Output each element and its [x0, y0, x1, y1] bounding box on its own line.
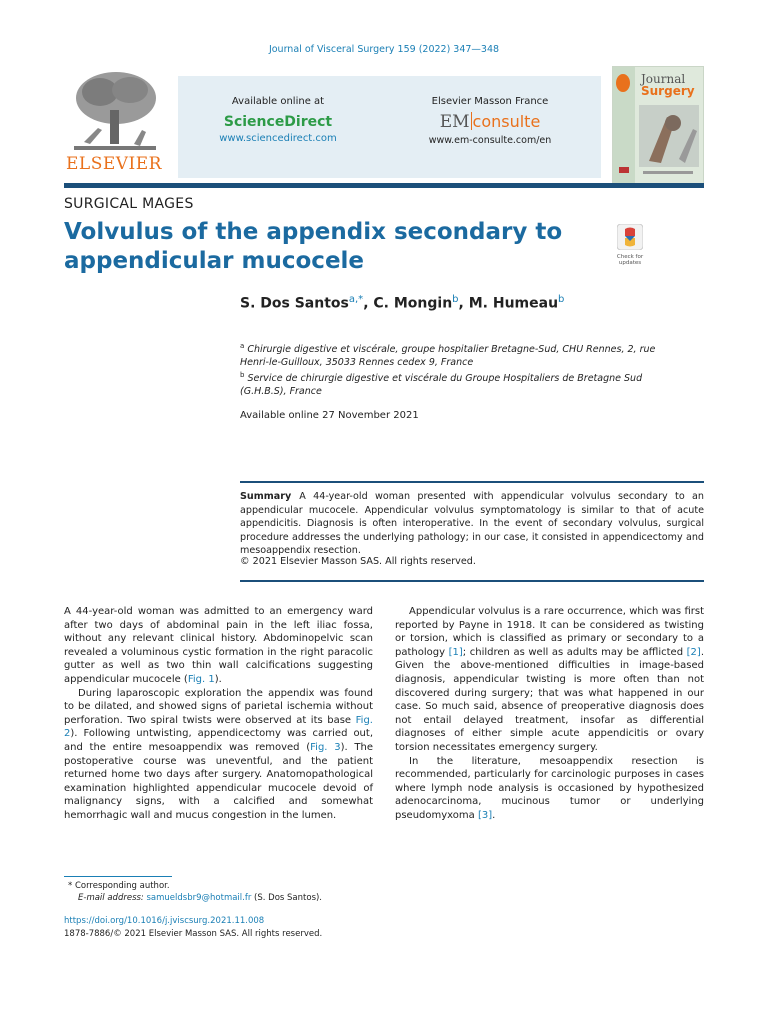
badge-text — [610, 254, 650, 266]
affil-mark: b — [240, 371, 245, 380]
figure-link[interactable]: Fig. 2 — [64, 714, 373, 740]
access-info-box — [178, 76, 601, 178]
summary-top-rule — [240, 481, 704, 483]
email-owner: (S. Dos Santos). — [254, 893, 323, 903]
citation-link[interactable]: [1] — [448, 646, 463, 658]
email-label: E-mail address: — [78, 893, 144, 903]
available-online-label: Available online at — [231, 96, 325, 107]
article-title: Volvulus of the appendix secondary to appendicular mucocele — [64, 219, 563, 274]
em-text: EM — [439, 112, 470, 132]
elsevier-masson-label: Elsevier Masson France — [431, 96, 549, 107]
paragraph — [395, 755, 704, 823]
doi-link[interactable]: https://doi.org/10.1016/j.jviscsurg.2021.11.008 — [64, 916, 265, 926]
consulte-text: consulte — [472, 112, 541, 131]
author-list: S. Dos Santos$^{a,*}$, C. Mongin$^b$, M. Humeau$^b$ — [240, 294, 565, 312]
affiliation-a — [240, 340, 680, 369]
summary-label: Summary — [240, 491, 292, 502]
elsevier-logo — [64, 66, 164, 178]
brand-divider — [471, 112, 472, 130]
text: . — [492, 809, 496, 821]
sciencedirect-link[interactable]: www.sciencedirect.com — [219, 133, 337, 144]
issn-copyright: 1878-7886/© 2021 Elsevier Masson SAS. All rights reserved. — [64, 929, 323, 939]
body-column-left — [64, 605, 373, 823]
sciencedirect-block — [178, 96, 378, 144]
emconsulte-link[interactable]: www.em-consulte.com/en — [428, 135, 552, 146]
affil-text: Service de chirurgie digestive et viscérale du Groupe Hospitaliers de Bretagne Sud (G.H.B.S), France — [240, 373, 643, 398]
header-divider — [64, 183, 704, 188]
affiliation-b — [240, 369, 680, 398]
crossmark-icon — [617, 224, 643, 250]
footnote-email-line — [68, 892, 322, 904]
available-online-date: Available online 27 November 2021 — [240, 410, 419, 421]
sciencedirect-brand[interactable]: ScienceDirect — [223, 114, 333, 130]
text: A 44-year-old woman was admitted to an emergency ward after two days of abdominal pain in the left iliac fossa, without any relevant clinical history. Abdominopelvic scan revealed a voluminous cystic formation in the right paracolic gutter as well as two thin wall calcifications suggesting appendicular mucocele ( — [64, 606, 373, 685]
figure-link[interactable]: Fig. 1 — [187, 673, 215, 685]
text: ). — [214, 673, 222, 685]
summary-text: A 44-year-old woman presented with appendicular volvulus secondary to an appendicular mucocele. Appendicular volvulus symptomatology is similar to that of acute appendicitis. Diagnosis is often interoperative. In the event of secondary volvulus, surgical procedure addresses the underlying pathology; in our case, it consisted in appendicectomy and mesoappendix resection. — [240, 491, 704, 556]
footnote-line — [68, 880, 322, 892]
publisher-banner — [64, 66, 704, 184]
footnote-rule — [64, 876, 172, 877]
author-name: S. Dos Santos — [240, 295, 349, 312]
paragraph — [64, 605, 373, 687]
journal-cover-thumbnail[interactable] — [612, 66, 704, 184]
citation-link[interactable]: [3] — [477, 809, 493, 821]
paragraph — [64, 687, 373, 823]
cover-title — [641, 73, 695, 97]
emconsulte-brand[interactable] — [390, 112, 590, 132]
journal-reference[interactable]: Journal of Visceral Surgery 159 (2022) 347—348 — [268, 44, 500, 55]
summary-abstract — [240, 490, 704, 558]
cover-title-line2: Surgery — [641, 84, 695, 98]
affiliations — [240, 340, 680, 398]
badge-text-line1: Check for — [616, 254, 644, 260]
section-label: SURGICAL MAGES — [64, 196, 194, 212]
affil-text: Chirurgie digestive et viscérale, groupe hospitalier Bretagne-Sud, CHU Rennes, 2, rue Henri-le-Guilloux, 35033 Rennes cedex 9, France — [240, 344, 656, 369]
check-for-updates-badge[interactable] — [610, 224, 650, 266]
author-affil-mark[interactable]: b — [452, 294, 459, 305]
author-name: C. Mongin — [373, 295, 453, 312]
affil-mark: a — [240, 342, 245, 350]
elsevier-wordmark: ELSEVIER — [66, 154, 162, 174]
cover-title-line1: Journal — [641, 72, 686, 86]
text: ; children as well as adults may be afflicted — [462, 646, 687, 658]
email-link[interactable]: samueldsbr9@hotmail.fr — [146, 893, 252, 903]
corresponding-footnote — [68, 880, 322, 904]
footnote-text: Corresponding author. — [74, 881, 170, 891]
badge-text-line2: updates — [618, 260, 642, 266]
text: . Given the above-mentioned difficulties in image-based diagnosis, appendicular twisting is more often than not discovered during surgery; that was what happened in our case. So much said, absence of preoperative diagnosis does not entail delayed treatment, insofar as differential diagnoses of either simple acute appendicitis or ovary torsion necessitates emergency surgery. — [395, 646, 704, 753]
figure-link[interactable]: Fig. 3 — [310, 741, 341, 753]
text: During laparoscopic exploration the appendix was found to be dilated, and showed signs of parietal ischemia without perforation. Two spiral twists were observed at its base — [64, 687, 373, 726]
text: In the literature, mesoappendix resection is recommended, particularly for carcinologic purposes in cases where lymph node analysis is occasioned by hypothesized adenocarcinoma, mucinous tumor or underlying pseudomyxoma — [395, 755, 704, 821]
text: ). The postoperative course was uneventful, and the patient returned home two days after surgery. Anatomopathological examination highlighted appendicular mucocele devoid of malignancy signs, with a calcified and somewhat hemorrhagic wall and mucus congestion in the lumen. — [64, 741, 373, 821]
text: ). Following untwisting, appendicectomy was carried out, and the entire mesoappendix was removed ( — [64, 728, 373, 753]
paragraph — [395, 605, 704, 755]
author-name: M. Humeau — [468, 295, 559, 312]
summary-copyright: © 2021 Elsevier Masson SAS. All rights reserved. — [240, 556, 476, 567]
text: Appendicular volvulus is a rare occurrence, which was first reported by Payne in 1918. It can be considered as twisting or torsion, which is classified as primary or secondary to a pathology — [395, 606, 704, 658]
citation-link[interactable]: [2] — [686, 646, 701, 658]
elsevier-tree-icon — [64, 66, 164, 154]
body-column-right — [395, 605, 704, 823]
summary-bottom-rule — [240, 580, 704, 582]
author-affil-mark[interactable]: b — [558, 294, 565, 305]
author-affil-mark[interactable]: a,* — [348, 294, 364, 305]
emconsulte-block — [390, 96, 590, 146]
footnote-mark: * — [68, 881, 73, 891]
